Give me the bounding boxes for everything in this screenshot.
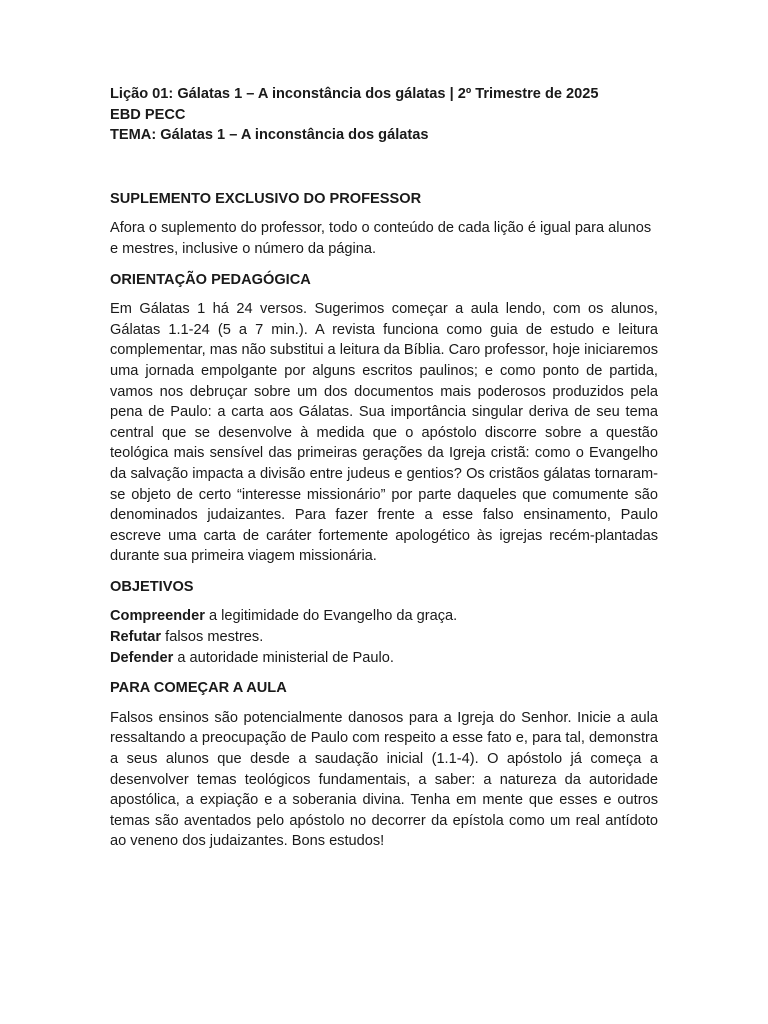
orientacao-heading: ORIENTAÇÃO PEDAGÓGICA: [110, 271, 311, 288]
comecar-heading: PARA COMEÇAR A AULA: [110, 680, 287, 697]
objetivo-verb: Refutar: [110, 629, 162, 646]
theme-line: TEMA: Gálatas 1 – A inconstância dos gálatas: [110, 127, 429, 144]
objetivos-list: [110, 606, 658, 668]
orientacao-text: Em Gálatas 1 há 24 versos. Sugerimos começar a aula lendo, com os alunos, Gálatas 1.1-24 (5 a 7 min.). A revista funciona como guia de estudo e leitura complementar, mas não substitui a leitura da Bíblia. Caro professor, hoje iniciaremos uma jornada empolgante por alguns escritos paulinos; e como ponto de partida, vamos nos debruçar sobre um dos documentos mais poderosos produzidos pela pena de Paulo: a carta aos Gálatas. Sua importância singular deriva de seu tema central que se desenvolve à medida que o apóstolo discorre sobre a questão teológica mais sensível das primeiras gerações da Igreja cristã: como o Evangelho da salvação impacta a divisão entre judeus e gentios? Os cristãos gálatas tornaram-se objeto de certo “interesse missionário” por parte daqueles que comumente são denominados judaizantes. Para fazer frente a esse falso ensinamento, Paulo escreve uma carta de caráter fortemente apologético às igrejas recém-plantadas durante sua primeira viagem missionária.: [110, 301, 658, 565]
objetivo-verb: Defender: [110, 649, 174, 666]
objetivo-item: [110, 648, 658, 669]
objetivo-text: falsos mestres.: [161, 629, 264, 646]
ebd-label: EBD PECC: [110, 106, 186, 123]
objetivo-text: a autoridade ministerial de Paulo.: [173, 649, 394, 666]
objetivos-heading: OBJETIVOS: [110, 578, 194, 595]
suplemento-heading: SUPLEMENTO EXCLUSIVO DO PROFESSOR: [110, 190, 422, 207]
objetivo-item: [110, 606, 658, 627]
spacer: [110, 146, 658, 189]
lesson-title: Lição 01: Gálatas 1 – A inconstância dos gálatas | 2º Trimestre de 2025: [110, 86, 599, 102]
objetivo-item: [110, 627, 658, 648]
document-page: [110, 84, 658, 862]
objetivo-verb: Compreender: [110, 608, 205, 625]
objetivo-text: a legitimidade do Evangelho da graça.: [204, 608, 458, 625]
comecar-text: Falsos ensinos são potencialmente danosos para a Igreja do Senhor. Inicie a aula ressaltando a preocupação de Paulo com respeito a esse fato e, para tal, demonstra a seus alunos que desde a saudação inicial (1.1-4). O apóstolo já começa a desenvolver temas teológicos fundamentais, a saber: a natureza da autoridade apostólica, a expiação e a soberania divina. Tenha em mente que esses e outros temas são aventados pelo apóstolo no decorrer da epístola como um real antídoto ao veneno dos judaizantes. Bons estudos!: [110, 709, 658, 850]
suplemento-text: Afora o suplemento do professor, todo o conteúdo de cada lição é igual para alunos e mestres, inclusive o número da página.: [110, 220, 652, 257]
